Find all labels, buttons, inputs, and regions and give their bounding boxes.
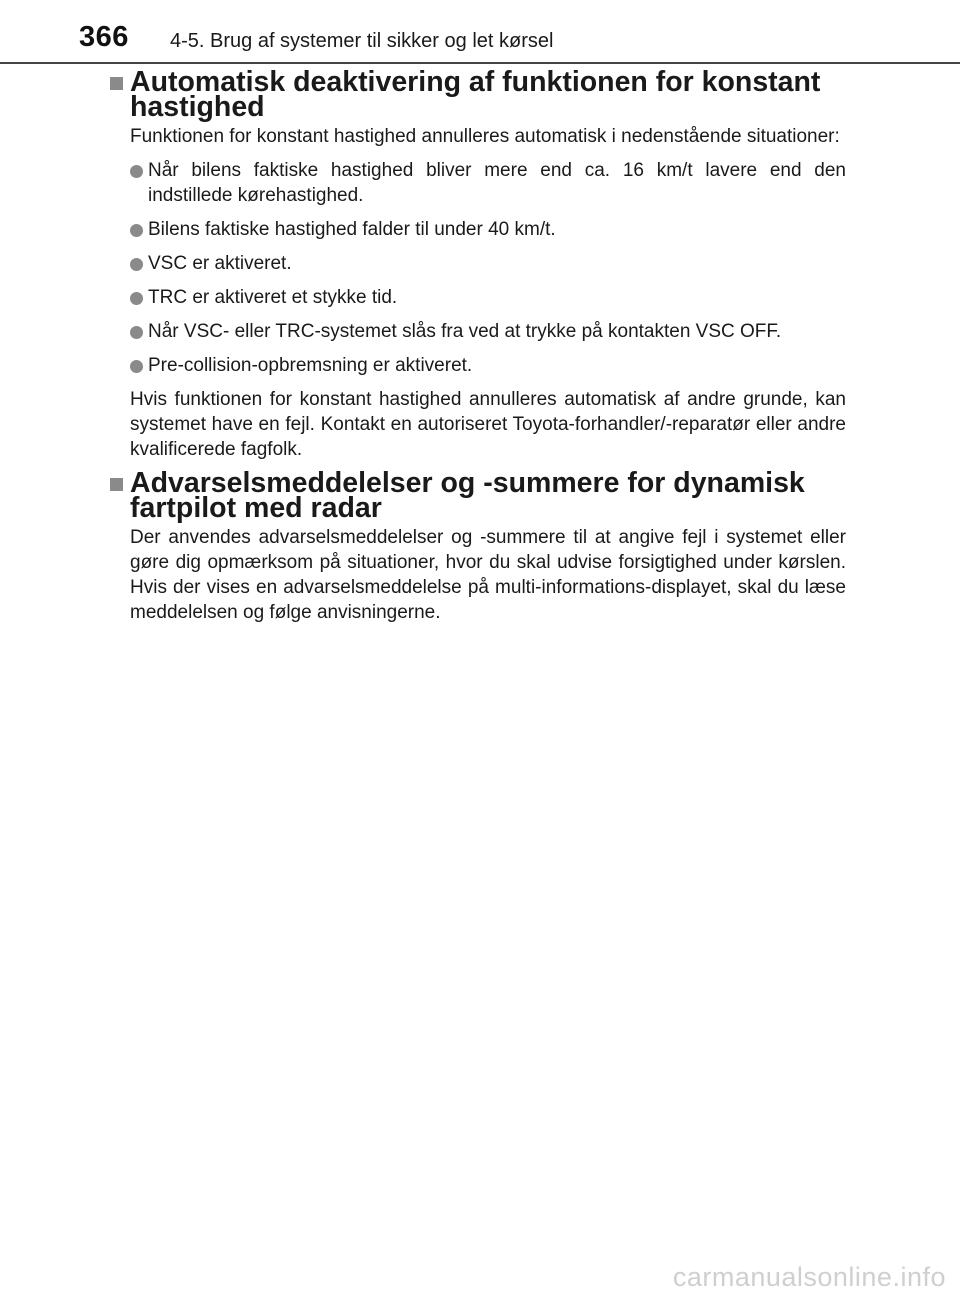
list-item-text: VSC er aktiveret.: [148, 253, 292, 274]
page-content: [110, 66, 846, 625]
page-header: [0, 0, 960, 64]
round-bullet-icon: [130, 292, 143, 305]
round-bullet-icon: [130, 326, 143, 339]
list-item: [130, 353, 846, 378]
list-item-text: Når VSC- eller TRC-systemet slås fra ved at trykke på kontakten VSC OFF.: [148, 321, 782, 342]
section-heading-text: Automatisk deaktivering af funktionen for konstant hastighed: [130, 66, 821, 123]
square-bullet-icon: [110, 478, 123, 491]
section-auto-deactivation: [110, 66, 846, 462]
list-item: [130, 251, 846, 276]
list-item: [130, 158, 846, 208]
list-item: [130, 319, 846, 344]
bullet-list: [110, 158, 846, 378]
section-intro: Funktionen for konstant hastighed annulleres automatisk i nedenstående situationer:: [130, 126, 840, 147]
section-intro: Der anvendes advarselsmeddelelser og -summere til at angive fejl i systemet eller gøre dig opmærksom på situationer, hvor du skal udvise forsigtighed under kørslen. Hvis der vises en advarselsmeddelelse på multi-informations-displayet, skal du læse meddelelsen og følge anvisningerne.: [130, 527, 846, 623]
round-bullet-icon: [130, 224, 143, 237]
list-item: [130, 285, 846, 310]
section-heading: [110, 467, 846, 524]
watermark: carmanualsonline.info: [672, 1262, 946, 1292]
round-bullet-icon: [130, 165, 143, 178]
list-item-text: Når bilens faktiske hastighed bliver mere end ca. 16 km/t lavere end den indstillede kørehastighed.: [148, 160, 846, 206]
round-bullet-icon: [130, 258, 143, 271]
section-warning-messages: [110, 467, 846, 625]
square-bullet-icon: [110, 77, 123, 90]
list-item: [130, 217, 846, 242]
section-heading-text: Advarselsmeddelelser og -summere for dynamisk fartpilot med radar: [130, 467, 805, 524]
page-number: 366: [79, 21, 129, 53]
chapter-title: 4-5. Brug af systemer til sikker og let kørsel: [170, 30, 554, 52]
list-item-text: Pre-collision-opbremsning er aktiveret.: [148, 355, 473, 376]
section-outro: Hvis funktionen for konstant hastighed annulleres automatisk af andre grunde, kan systemet have en fejl. Kontakt en autoriseret Toyota-forhandler/-reparatør eller andre kvalificerede fagfolk.: [130, 389, 846, 460]
round-bullet-icon: [130, 360, 143, 373]
section-heading: [110, 66, 846, 123]
header-divider: [0, 62, 960, 64]
list-item-text: TRC er aktiveret et stykke tid.: [148, 287, 398, 308]
list-item-text: Bilens faktiske hastighed falder til under 40 km/t.: [148, 219, 556, 240]
